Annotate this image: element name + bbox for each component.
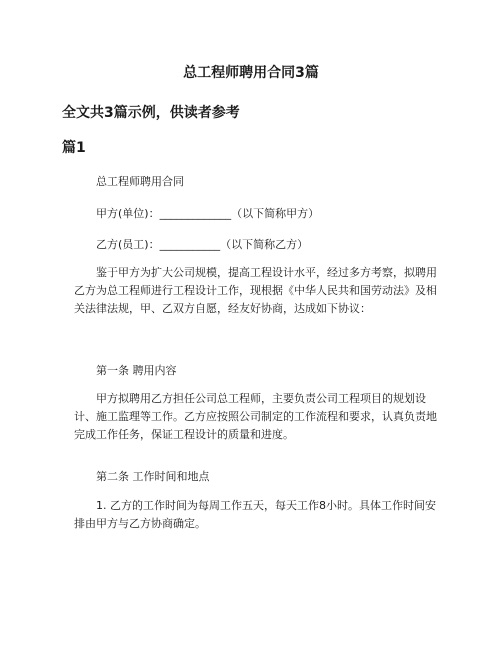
document-summary: 全文共3篇示例，供读者参考 [62,105,240,121]
preamble-paragraph: 鉴于甲方为扩大公司规模，提高工程设计水平，经过多方考察，拟聘用乙方为总工程师进行工程设计工作，现根据《中华人民共和国劳动法》及相关法律法规，甲、乙双方自愿，经友好协商，达成如下协议： [74,266,437,315]
contract-name: 总工程师聘用合同 [96,175,184,188]
document-title: 总工程师聘用合同3篇 [183,65,319,81]
section-heading: 篇1 [62,140,86,156]
article-2-item-1: 1. 乙方的工作时间为每周工作五天，每天工作8小时。具体工作时间安排由甲方与乙方协商确定。 [74,499,436,530]
party-b-line: 乙方(员工)：___________（以下简称乙方） [96,238,309,251]
article-1-heading: 第一条 聘用内容 [96,364,177,377]
article-2-heading: 第二条 工作时间和地点 [96,470,210,483]
article-1-paragraph: 甲方拟聘用乙方担任公司总工程师，主要负责公司工程项目的规划设计、施工监理等工作。乙方应按照公司制定的工作流程和要求，认真负责地完成工作任务，保证工程设计的质量和进度。 [74,392,437,441]
party-a-line: 甲方(单位)：_____________（以下简称甲方） [96,207,320,220]
